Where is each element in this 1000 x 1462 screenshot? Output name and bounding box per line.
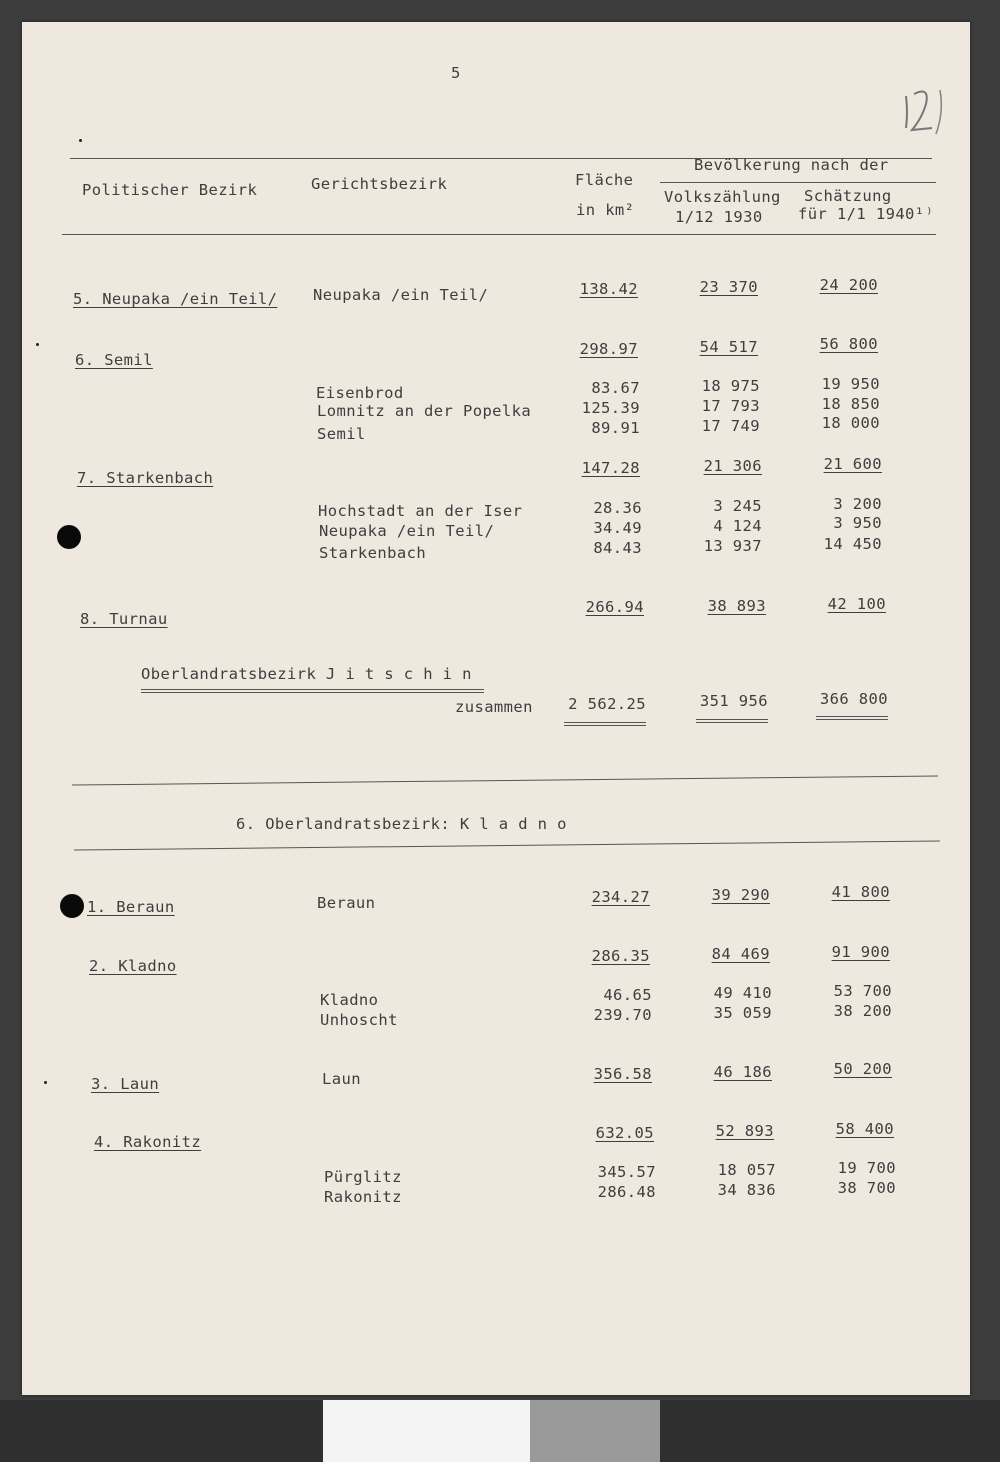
speck (36, 343, 39, 346)
census-value: 18 057 (717, 1161, 776, 1179)
section2-title: 6. Oberlandratsbezirk: K l a d n o (236, 815, 567, 833)
court-district: Starkenbach (319, 544, 427, 562)
calibration-strip-white (323, 1400, 530, 1462)
political-district: 3. Laun (91, 1075, 160, 1093)
census-value: 21 306 (703, 457, 762, 475)
punch-hole-top (57, 525, 81, 549)
census-value: 84 469 (711, 945, 770, 963)
area-value: 84.43 (593, 539, 642, 557)
court-district: Neupaka /ein Teil/ (319, 522, 495, 540)
court-district: Eisenbrod (316, 384, 404, 402)
speck (44, 1081, 47, 1084)
area-value: 286.48 (597, 1183, 656, 1201)
census-value: 3 245 (713, 497, 762, 515)
total-estimate-rule (816, 716, 888, 720)
scanner-bed-right (660, 1400, 1000, 1462)
total-sublabel: zusammen (455, 698, 533, 716)
political-district: 7. Starkenbach (77, 469, 214, 487)
estimate-value: 41 800 (831, 883, 890, 901)
court-district: Semil (317, 425, 366, 443)
court-district: Kladno (320, 991, 379, 1009)
header-population: Bevölkerung nach der (694, 156, 889, 174)
area-value: 147.28 (581, 459, 640, 477)
estimate-value: 50 200 (833, 1060, 892, 1078)
area-value: 34.49 (593, 519, 642, 537)
punch-hole-bottom (60, 894, 84, 918)
area-value: 125.39 (581, 399, 640, 417)
area-value: 83.67 (591, 379, 640, 397)
estimate-value: 19 700 (837, 1159, 896, 1177)
estimate-value: 14 450 (823, 535, 882, 553)
speck (79, 139, 82, 142)
header-area-1: Fläche (575, 171, 634, 189)
area-value: 356.58 (593, 1065, 652, 1083)
header-population-rule (660, 182, 936, 183)
scanner-bed-left (0, 1400, 323, 1462)
estimate-value: 38 700 (837, 1179, 896, 1197)
total-area: 2 562.25 (568, 695, 646, 713)
estimate-value: 18 850 (821, 395, 880, 413)
estimate-value: 53 700 (833, 982, 892, 1000)
total-census: 351 956 (699, 692, 768, 710)
census-value: 13 937 (703, 537, 762, 555)
estimate-value: 38 200 (833, 1002, 892, 1020)
court-district: Unhoscht (320, 1011, 398, 1029)
total-estimate: 366 800 (819, 690, 888, 708)
page-number: 5 (451, 64, 461, 82)
header-political: Politischer Bezirk (82, 181, 258, 199)
court-district: Hochstadt an der Iser (318, 502, 523, 520)
area-value: 46.65 (603, 986, 652, 1004)
census-value: 17 749 (701, 417, 760, 435)
court-district: Neupaka /ein Teil/ (313, 286, 489, 304)
header-census-2: 1/12 1930 (675, 208, 763, 226)
header-bottom-rule (62, 234, 936, 235)
census-value: 54 517 (699, 338, 758, 356)
census-value: 49 410 (713, 984, 772, 1002)
political-district: 8. Turnau (80, 610, 168, 628)
header-court: Gerichtsbezirk (311, 175, 448, 193)
court-district: Pürglitz (324, 1168, 402, 1186)
estimate-value: 3 200 (833, 495, 882, 513)
total-area-rule (564, 722, 646, 726)
area-value: 345.57 (597, 1163, 656, 1181)
area-value: 138.42 (579, 280, 638, 298)
total-label: Oberlandratsbezirk J i t s c h i n (141, 665, 472, 683)
header-census-1: Volkszählung (664, 188, 781, 206)
census-value: 17 793 (701, 397, 760, 415)
census-value: 23 370 (699, 278, 758, 296)
estimate-value: 42 100 (827, 595, 886, 613)
estimate-value: 3 950 (833, 514, 882, 532)
census-value: 46 186 (713, 1063, 772, 1081)
census-value: 18 975 (701, 377, 760, 395)
area-value: 89.91 (591, 419, 640, 437)
total-census-rule (696, 719, 768, 723)
census-value: 35 059 (713, 1004, 772, 1022)
estimate-value: 91 900 (831, 943, 890, 961)
court-district: Lomnitz an der Popelka (317, 402, 532, 420)
census-value: 39 290 (711, 886, 770, 904)
political-district: 4. Rakonitz (94, 1133, 202, 1151)
estimate-value: 58 400 (835, 1120, 894, 1138)
area-value: 239.70 (593, 1006, 652, 1024)
total-label-double-rule (141, 689, 484, 693)
header-estimate-2: für 1/1 1940¹⁾ (798, 205, 935, 223)
area-value: 234.27 (591, 888, 650, 906)
estimate-value: 21 600 (823, 455, 882, 473)
political-district: 2. Kladno (89, 957, 177, 975)
area-value: 28.36 (593, 499, 642, 517)
census-value: 52 893 (715, 1122, 774, 1140)
area-value: 298.97 (579, 340, 638, 358)
area-value: 632.05 (595, 1124, 654, 1142)
header-estimate-1: Schätzung (804, 187, 892, 205)
court-district: Rakonitz (324, 1188, 402, 1206)
census-value: 4 124 (713, 517, 762, 535)
political-district: 5. Neupaka /ein Teil/ (73, 290, 278, 308)
estimate-value: 18 000 (821, 414, 880, 432)
estimate-value: 56 800 (819, 335, 878, 353)
political-district: 6. Semil (75, 351, 153, 369)
census-value: 38 893 (707, 597, 766, 615)
calibration-strip-grey (530, 1400, 660, 1462)
census-value: 34 836 (717, 1181, 776, 1199)
estimate-value: 19 950 (821, 375, 880, 393)
header-area-2: in km² (576, 201, 635, 219)
political-district: 1. Beraun (87, 898, 175, 916)
estimate-value: 24 200 (819, 276, 878, 294)
court-district: Beraun (317, 894, 376, 912)
pencil-folio-mark (900, 82, 948, 142)
area-value: 266.94 (585, 598, 644, 616)
area-value: 286.35 (591, 947, 650, 965)
court-district: Laun (322, 1070, 361, 1088)
